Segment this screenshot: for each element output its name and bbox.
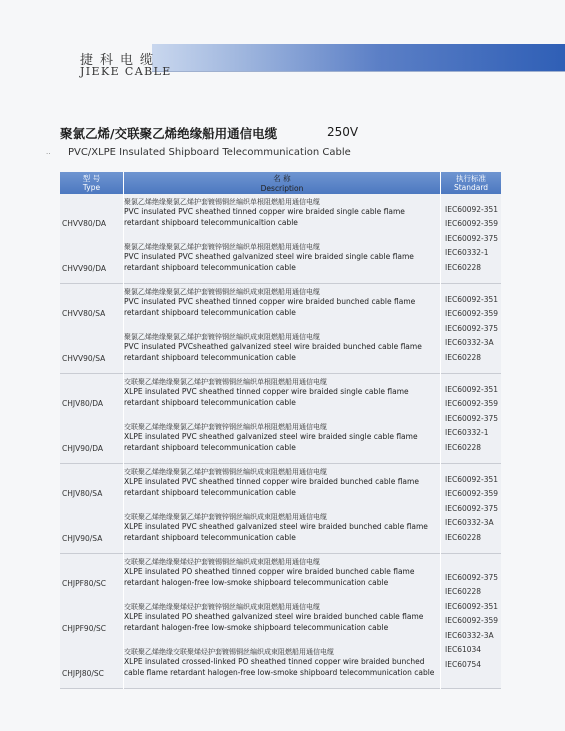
description-cn: 交联聚乙烯绝缘聚烯烃护套镀锌钢丝编织成束阻燃船用通信电缆 <box>124 603 320 611</box>
standard-code: IEC60092-375 <box>445 323 499 333</box>
description-en: PVC insulated PVCsheathed galvanized steel wire braided bunched cable flame retardant shipboard telecommunication cable <box>124 342 422 362</box>
standard-code: IEC60092-359 <box>445 309 499 319</box>
standard-code: IEC60228 <box>445 532 482 542</box>
description-cn: 聚氯乙烯绝缘聚氯乙烯护套镀锡铜丝编织单根阻燃船用通信电缆 <box>124 198 320 206</box>
description-en: XLPE insulated PO sheathed tinned copper wire braided bunched cable flame retardant halogen-free low-smoke shipboard telecommunication cable <box>124 567 415 587</box>
description-cn: 交联聚乙烯绝缘聚氯乙烯护套镀锌钢丝编织成束阻燃船用通信电缆 <box>124 513 327 521</box>
cable-model: CHVV90/SA <box>62 353 106 363</box>
header-desc-cn: 名 称 <box>273 174 291 183</box>
description-en: XLPE insulated PVC sheathed galvanized steel wire braided bunched cable flame retardant shipboard telecommunication cable <box>124 522 428 542</box>
standard-code: IEC60092-375 <box>445 413 499 423</box>
cable-description <box>124 242 438 273</box>
description-cn: 交联聚乙烯绝缘交联聚烯烃护套镀锡铜丝编织成束阻燃船用通信电缆 <box>124 648 334 656</box>
standard-code: IEC60228 <box>445 442 482 452</box>
column-divider <box>123 194 124 689</box>
standard-code: IEC60332-1 <box>445 248 489 258</box>
description-en: PVC insulated PVC sheathed galvanized steel wire braided single cable flame retardant shipboard telecommunication cable <box>124 252 414 272</box>
standard-code: IEC60092-359 <box>445 489 499 499</box>
standard-code: IEC60228 <box>445 262 482 272</box>
standard-code: IEC60228 <box>445 352 482 362</box>
header-desc-en: Description <box>260 184 304 194</box>
header-description <box>123 172 440 194</box>
brand-logo-en: JIEKE CABLE <box>80 65 172 78</box>
cable-description <box>124 377 438 408</box>
standard-code: IEC61034 <box>445 645 482 655</box>
cable-model: CHVV80/DA <box>62 218 106 228</box>
standard-code: IEC60092-351 <box>445 474 499 484</box>
cable-description <box>124 512 438 543</box>
description-en: XLPE insulated crossed-linked PO sheathed tinned copper wire braided bunched cable flame retardant halogen-free low-smoke shipboard telecommunication cable <box>124 657 435 677</box>
description-cn: 交联聚乙烯绝缘聚烯烃护套镀锡铜丝编织成束阻燃船用通信电缆 <box>124 558 320 566</box>
standards-list <box>445 203 501 276</box>
header-std-en: Standard <box>453 183 489 192</box>
standard-code: IEC60092-359 <box>445 219 499 229</box>
cable-description <box>124 287 438 318</box>
standard-code: IEC60092-359 <box>445 399 499 409</box>
description-en: PVC insulated PVC sheathed tinned copper wire braided single cable flame retardant shipboard telecommunicaltion cable <box>124 207 405 227</box>
voltage-rating: 250V <box>327 125 359 139</box>
cable-description <box>124 467 438 498</box>
cable-model: CHVV80/SA <box>62 308 106 318</box>
standard-code: IEC60092-359 <box>445 616 499 626</box>
cable-model: CHJV90/SA <box>62 533 103 543</box>
standards-list <box>445 383 501 456</box>
standards-list <box>445 473 501 546</box>
description-en: XLPE insulated PO sheathed galvanized steel wire braided bunched cable flame retardant halogen-free low-smoke shipboard telecommunication cable <box>124 612 424 632</box>
description-cn: 聚氯乙烯绝缘聚氯乙烯护套镀锡铜丝编织成束阻燃船用通信电缆 <box>124 288 320 296</box>
cable-description <box>124 602 438 633</box>
cable-description <box>124 647 438 678</box>
standard-code: IEC60092-375 <box>445 503 499 513</box>
cable-model: CHJV80/SA <box>62 488 103 498</box>
header-standard <box>440 172 501 194</box>
standard-code: IEC60092-351 <box>445 294 499 304</box>
cable-model: CHJV90/DA <box>62 443 104 453</box>
cable-description <box>124 197 438 228</box>
cable-model: CHVV90/DA <box>62 263 106 273</box>
standard-code: IEC60332-1 <box>445 428 489 438</box>
header-std-cn: 执行标准 <box>456 174 486 183</box>
cable-model: CHJV80/DA <box>62 398 104 408</box>
standard-code: IEC60092-375 <box>445 572 499 582</box>
standard-code: IEC60332-3A <box>445 518 494 528</box>
cable-model: CHJPF80/SC <box>62 578 106 588</box>
standard-code: IEC60092-351 <box>445 384 499 394</box>
header-type-cn: 型 号 <box>82 174 101 183</box>
cable-description <box>124 332 438 363</box>
standard-code: IEC60092-351 <box>445 204 499 214</box>
standard-code: IEC60092-351 <box>445 601 499 611</box>
cable-model: CHJPJ80/SC <box>62 668 104 678</box>
description-cn: 聚氯乙烯绝缘聚氯乙烯护套镀锌钢丝编织成束阻燃船用通信电缆 <box>124 333 320 341</box>
standards-list <box>445 571 501 673</box>
page-title-cn: 聚氯乙烯/交联聚乙烯绝缘船用通信电缆 <box>60 126 278 141</box>
description-en: PVC insulated PVC sheathed tinned copper wire braided bunched cable flame retardant shipboard telecommunication cable <box>124 297 416 317</box>
description-cn: 交联聚乙烯绝缘聚氯乙烯护套镀锡铜丝编织成束阻燃船用通信电缆 <box>124 468 327 476</box>
page-title-en: PVC/XLPE Insulated Shipboard Telecommunication Cable <box>68 147 351 158</box>
group-divider <box>60 688 501 689</box>
header-divider <box>152 71 565 72</box>
description-cn: 交联聚乙烯绝缘聚氯乙烯护套镀锌钢丝编织单根阻燃船用通信电缆 <box>124 423 327 431</box>
description-en: XLPE insulated PVC sheathed tinned copper wire braided single cable flame retardant shipboard telecommunication cable <box>124 387 409 407</box>
standard-code: IEC60754 <box>445 659 482 669</box>
standard-code: IEC60092-375 <box>445 233 499 243</box>
header-type-en: Type <box>82 183 101 192</box>
cable-model: CHJPF90/SC <box>62 623 106 633</box>
spec-table <box>60 172 501 719</box>
description-cn: 聚氯乙烯绝缘聚氯乙烯护套镀锌钢丝编织单根阻燃船用通信电缆 <box>124 243 320 251</box>
bullet-dot-icon: ·· <box>46 150 51 158</box>
standard-code: IEC60332-3A <box>445 338 494 348</box>
brand-logo-cn: 捷科电缆 <box>80 53 161 68</box>
description-cn: 交联聚乙烯绝缘聚氯乙烯护套镀锡铜丝编织单根阻燃船用通信电缆 <box>124 378 327 386</box>
standard-code: IEC60228 <box>445 587 482 597</box>
standards-list <box>445 293 501 366</box>
cable-description <box>124 557 438 588</box>
description-en: XLPE insulated PVC sheathed galvanized steel wire braided single cable flame retardant shipboard telecommunication cable <box>124 432 418 452</box>
header-band <box>152 44 565 71</box>
cable-description <box>124 422 438 453</box>
standard-code: IEC60332-3A <box>445 630 494 640</box>
table-header <box>60 172 501 194</box>
header-type <box>60 172 123 194</box>
column-divider <box>440 194 441 689</box>
description-en: XLPE insulated PVC sheathed tinned copper wire braided bunched cable flame retardant shipboard telecommunication cable <box>124 477 419 497</box>
